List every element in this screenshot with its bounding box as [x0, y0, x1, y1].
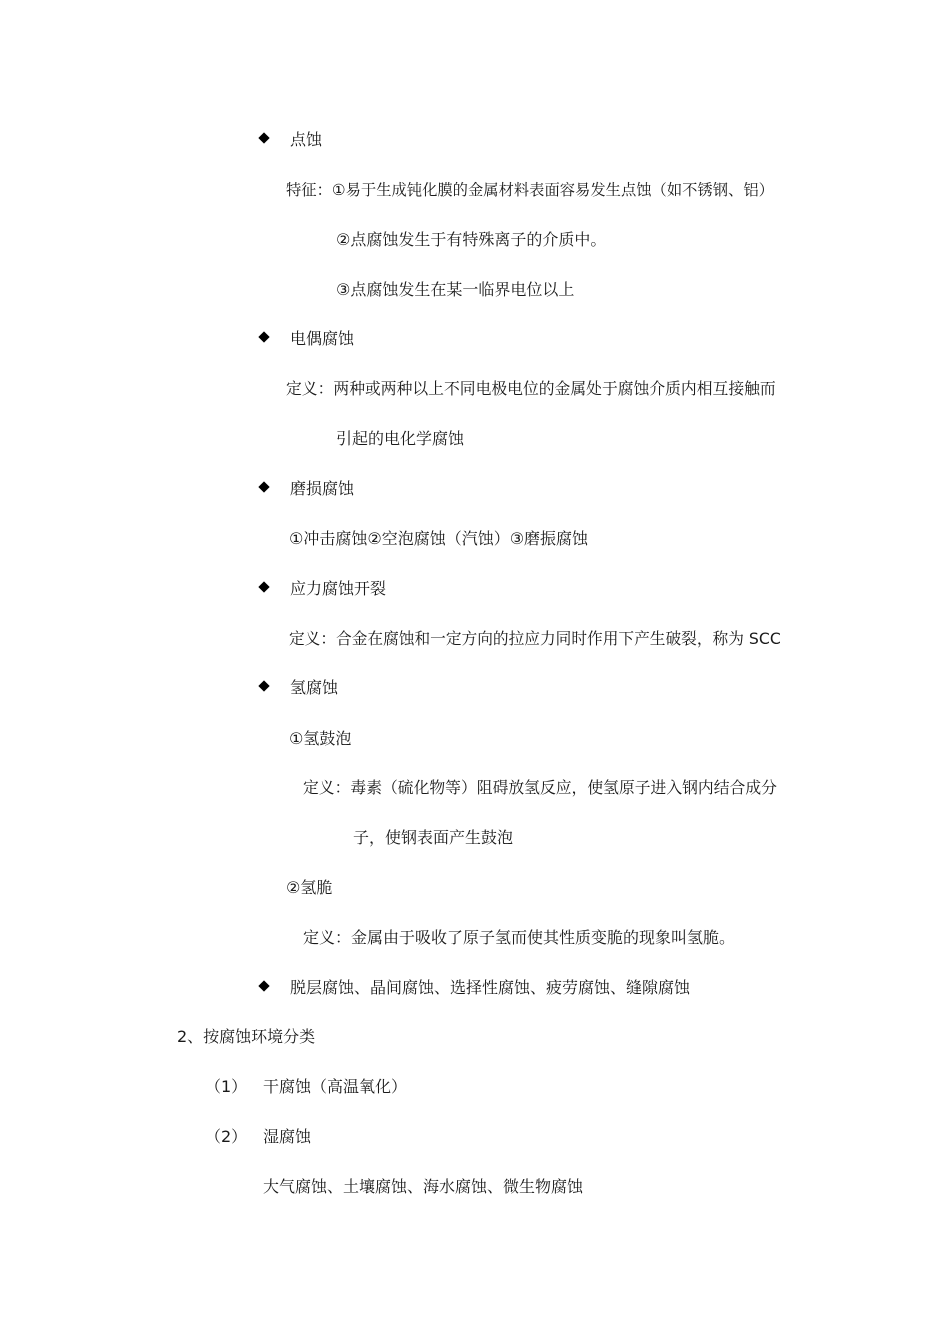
diamond-bullet-icon: [258, 977, 272, 997]
wet-corrosion-label: 湿腐蚀: [263, 1127, 312, 1146]
heading-pitting: 点蚀: [290, 130, 323, 149]
heading-galvanic-corrosion: 电偶腐蚀: [290, 329, 355, 348]
galvanic-definition-line-2: 引起的电化学腐蚀: [336, 429, 465, 448]
pitting-feature-1: 特征：①易于生成钝化膜的金属材料表面容易发生点蚀（如不锈钢、铝）: [286, 181, 774, 199]
scc-definition: 定义：合金在腐蚀和一定方向的拉应力同时作用下产生破裂，称为 SCC: [289, 629, 781, 648]
subsection-2-number: （2）: [205, 1127, 248, 1146]
galvanic-definition-line-1: 定义：两种或两种以上不同电极电位的金属处于腐蚀介质内相互接触而: [286, 379, 776, 398]
section-2-heading: 2、按腐蚀环境分类: [177, 1027, 316, 1046]
diamond-bullet-icon: [258, 129, 272, 149]
hydrogen-blistering-heading: ①氢鼓泡: [289, 729, 352, 748]
blistering-definition-line-2: 子，使钢表面产生鼓泡: [353, 828, 514, 847]
blistering-definition-line-1: 定义：毒素（硫化物等）阻碍放氢反应，使氢原子进入钢内结合成分: [303, 778, 777, 797]
heading-stress-corrosion-cracking: 应力腐蚀开裂: [290, 579, 387, 598]
pitting-feature-3: ③点腐蚀发生在某一临界电位以上: [336, 280, 575, 299]
other-corrosion-types: 脱层腐蚀、晶间腐蚀、选择性腐蚀、疲劳腐蚀、缝隙腐蚀: [290, 978, 691, 997]
pitting-feature-2: ②点腐蚀发生于有特殊离子的介质中。: [336, 230, 607, 249]
hydrogen-embrittlement-heading: ②氢脆: [286, 878, 333, 897]
dry-corrosion-label: 干腐蚀（高温氧化）: [263, 1077, 408, 1096]
erosion-types: ①冲击腐蚀②空泡腐蚀（汽蚀）③磨振腐蚀: [289, 529, 589, 548]
heading-erosion-corrosion: 磨损腐蚀: [290, 479, 355, 498]
diamond-bullet-icon: [258, 328, 272, 348]
wet-corrosion-types: 大气腐蚀、土壤腐蚀、海水腐蚀、微生物腐蚀: [263, 1177, 584, 1196]
subsection-1-number: （1）: [205, 1077, 248, 1096]
diamond-bullet-icon: [258, 677, 272, 697]
heading-hydrogen-corrosion: 氢腐蚀: [290, 678, 339, 697]
embrittlement-definition: 定义：金属由于吸收了原子氢而使其性质变脆的现象叫氢脆。: [303, 928, 736, 947]
diamond-bullet-icon: [258, 578, 272, 598]
diamond-bullet-icon: [258, 478, 272, 498]
